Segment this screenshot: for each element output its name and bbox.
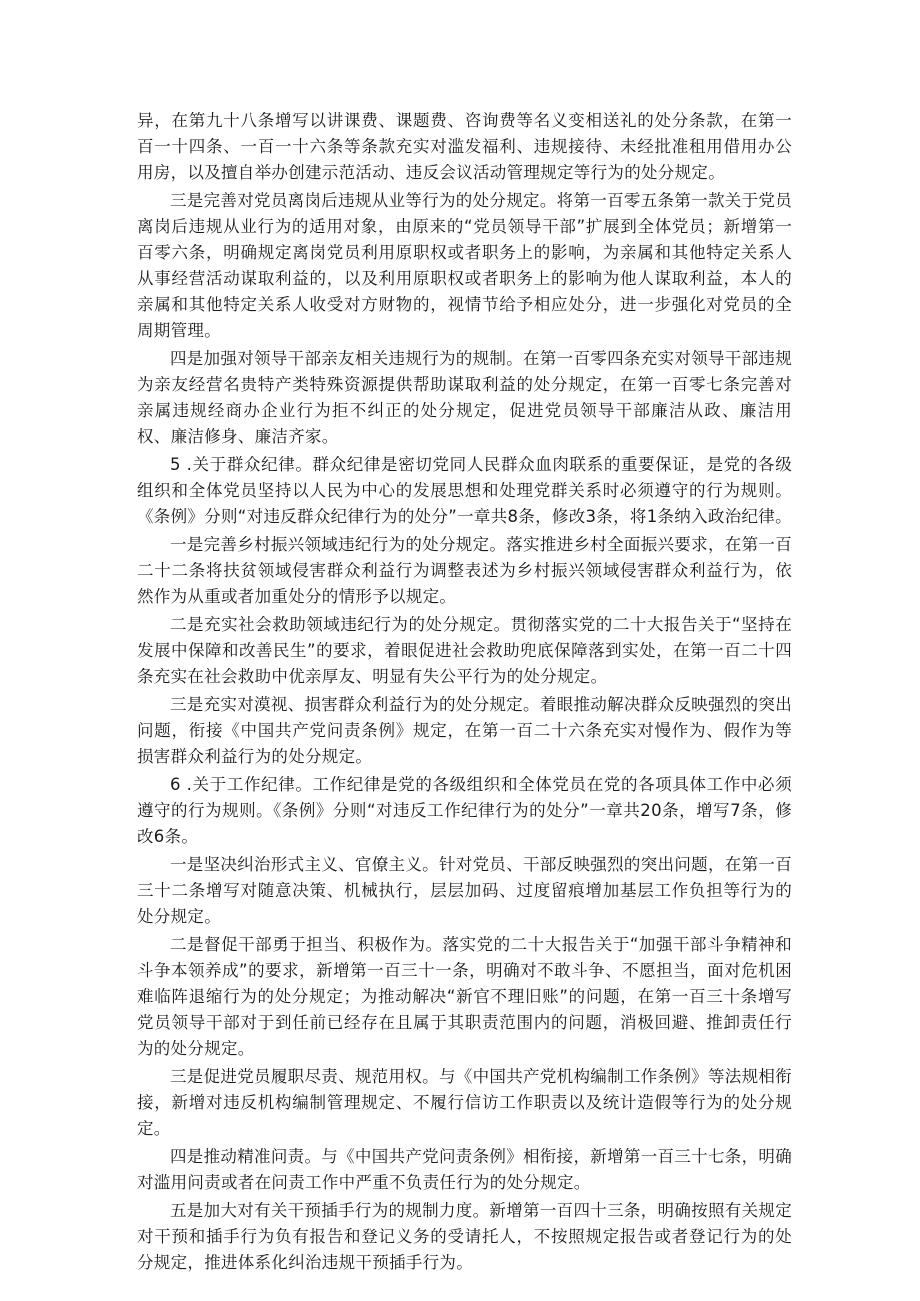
paragraph-mass-interests: 三是充实对漠视、损害群众利益行为的处分规定。着眼推动解决群众反映强烈的突出问题，衔接《中国共产党问责条例》规定，在第一百二十六条充实对慢作为、假作为等损害群众利益行为的处分规定。 [137, 695, 792, 766]
paragraph-formalism-bureaucratism: 一是坚决纠治形式主义、官僚主义。针对党员、干部反映强烈的突出问题，在第一百三十二条增写对随意决策、机械执行，层层加码、过度留痕增加基层工作负担等行为的处分规定。 [137, 855, 792, 926]
paragraph-rural-revitalization: 一是完善乡村振兴领域违纪行为的处分规定。落实推进乡村全面振兴要求，在第一百二十二条将扶贫领域侵害群众利益行为调整表述为乡村振兴领域侵害群众利益行为，依然作为从重或者加重处分的情形予以规定。 [137, 535, 792, 606]
document-page [137, 108, 792, 1278]
section-mass-discipline: 5 .关于群众纪律。群众纪律是密切党同人民群众血肉联系的重要保证，是党的各级组织和全体党员坚持以人民为中心的发展思想和处理党群关系时必须遵守的行为规则。《条例》分则“对违反群众纪律行为的处分”一章共8条，修改3条，将1条纳入政治纪律。 [137, 455, 792, 526]
paragraph-leader-relatives-rules: 四是加强对领导干部亲友相关违规行为的规制。在第一百零四条充实对领导干部违规为亲友经营名贵特产类特殊资源提供帮助谋取利益的处分规定，在第一百零七条完善对亲属违规经商办企业行为拒不纠正的处分规定，促进党员领导干部廉洁从政、廉洁用权、廉洁修身、廉洁齐家。 [137, 349, 792, 446]
paragraph-post-departure-rules: 三是完善对党员离岗后违规从业等行为的处分规定。将第一百零五条第一款关于党员离岗后违规从业行为的适用对象，由原来的“党员领导干部”扩展到全体党员；新增第一百零六条，明确规定离岗党员利用原职权或者职务上的影响，为亲属和其他特定关系人从事经营活动谋取利益的，以及利用原职权或者职务上的影响为他人谋取利益，本人的亲属和其他特定关系人收受对方财物的，视情节给予相应处分，进一步强化对党员的全周期管理。 [137, 191, 792, 340]
paragraph-cadre-responsibility: 二是督促干部勇于担当、积极作为。落实党的二十大报告关于“加强干部斗争精神和斗争本领养成”的要求，新增第一百三十一条，明确对不敢斗争、不愿担当，面对危机困难临阵退缩行为的处分规定；为推动解决“新官不理旧账”的问题，在第一百三十条增写党员领导干部对于到任前已经存在且属于其职责范围内的问题，消极回避、推卸责任行为的处分规定。 [137, 935, 792, 1058]
paragraph-social-assistance: 二是充实社会救助领域违纪行为的处分规定。贯彻落实党的二十大报告关于“坚持在发展中保障和改善民生”的要求，着眼促进社会救助兜底保障落到实处，在第一百二十四条充实在社会救助中优亲厚友、明显有失公平行为的处分规定。 [137, 615, 792, 686]
section-work-discipline: 6 .关于工作纪律。工作纪律是党的各级组织和全体党员在党的各项具体工作中必须遵守的行为规则。《条例》分则“对违反工作纪律行为的处分”一章共20条，增写7条，修改6条。 [137, 775, 792, 846]
paragraph-duty-performance: 三是促进党员履职尽责、规范用权。与《中国共产党机构编制工作条例》等法规相衔接，新增对违反机构编制管理规定、不履行信访工作职责以及统计造假等行为的处分规定。 [137, 1067, 792, 1138]
paragraph-precise-accountability: 四是推动精准问责。与《中国共产党问责条例》相衔接，新增第一百三十七条，明确对滥用问责或者在问责工作中严重不负责任行为的处分规定。 [137, 1147, 792, 1192]
paragraph-continuation: 异，在第九十八条增写以讲课费、课题费、咨询费等名义变相送礼的处分条款，在第一百一十四条、一百一十六条等条款充实对滥发福利、违规接待、未经批准租用借用办公用房，以及擅自举办创建示范活动、违反会议活动管理规定等行为的处分规定。 [137, 111, 792, 182]
paragraph-interference-rules: 五是加大对有关干预插手行为的规制力度。新增第一百四十三条，明确按照有关规定对干预和插手行为负有报告和登记义务的受请托人，不按照规定报告或者登记行为的处分规定，推进体系化纠治违规干预插手行为。 [137, 1201, 792, 1272]
